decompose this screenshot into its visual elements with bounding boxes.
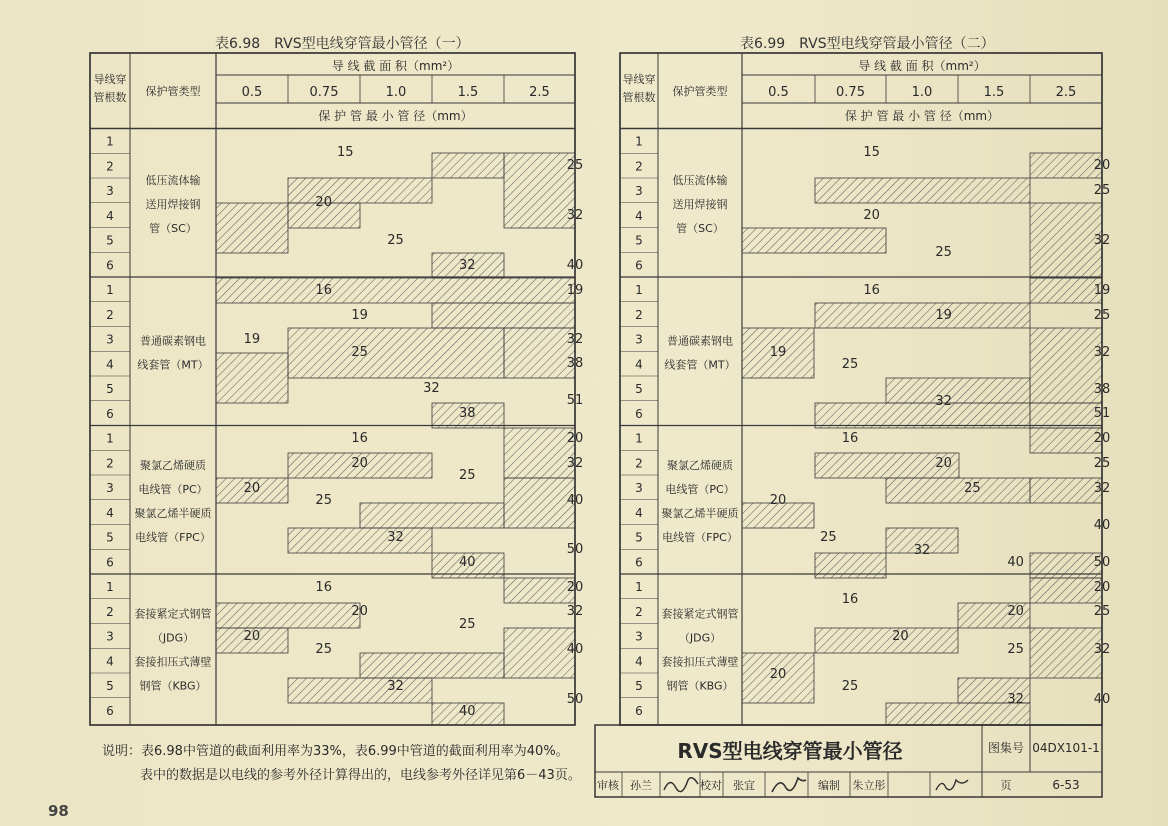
hatched-region [432, 153, 504, 178]
row-count: 6 [635, 258, 643, 273]
header-count: 管根数 [622, 91, 656, 104]
row-count: 3 [106, 629, 114, 644]
pipe-type-label: 套接扣压式薄壁 [661, 655, 739, 669]
page-no: 6-53 [1052, 778, 1080, 792]
row-count: 5 [106, 382, 114, 396]
hatched-region [1030, 278, 1102, 303]
min-diameter-value: 32 [1093, 345, 1111, 360]
pipe-type-label: 送用焊接钢 [145, 197, 201, 211]
hatched-region [216, 353, 288, 403]
hatched-region [504, 628, 575, 678]
draw-name: 朱立彤 [852, 779, 886, 792]
row-count: 2 [635, 604, 643, 619]
pipe-type-label: 线套管（MT） [664, 358, 736, 372]
pipe-type-label: 送用焊接钢 [672, 197, 728, 211]
pipe-type-label: 钢管（KBG） [666, 679, 734, 693]
min-diameter-value: 16 [351, 431, 368, 446]
min-diameter-value: 20 [315, 195, 332, 210]
row-count: 1 [106, 283, 114, 297]
min-diameter-value: 25 [1093, 456, 1111, 471]
min-diameter-value: 32 [459, 258, 476, 273]
hatched-region [504, 328, 575, 378]
signature-mark [772, 778, 806, 792]
row-count: 3 [106, 481, 114, 495]
title-block [595, 725, 1102, 797]
row-count: 1 [106, 134, 114, 149]
min-diameter-value: 20 [863, 208, 880, 223]
min-diameter-value: 32 [566, 208, 584, 223]
min-diameter-value: 32 [935, 394, 952, 409]
hatched-region [216, 203, 288, 253]
row-count: 4 [106, 208, 114, 223]
pipe-type-label: 套接紧定式钢管 [134, 607, 212, 621]
pipe-type-label: 低压流体输 [672, 173, 728, 187]
row-count: 6 [635, 555, 643, 570]
pipe-type-label: 聚氯乙烯硬质 [667, 458, 733, 472]
row-count: 6 [106, 703, 114, 718]
hatched-region [504, 478, 575, 528]
row-count: 2 [106, 159, 114, 174]
size-label: 0.75 [309, 85, 339, 100]
table2-title: 表6.99 RVS型电线穿管最小管径（二） [740, 36, 995, 52]
min-diameter-value: 25 [1093, 183, 1111, 198]
min-diameter-value: 25 [820, 530, 837, 545]
row-count: 6 [106, 555, 114, 570]
row-count: 4 [106, 357, 114, 372]
min-diameter-value: 25 [841, 679, 859, 694]
min-diameter-value: 38 [566, 356, 584, 371]
pipe-type-label: 套接扣压式薄壁 [134, 655, 212, 669]
hatched-region [288, 528, 432, 553]
min-diameter-value: 25 [315, 642, 332, 657]
row-count: 6 [635, 703, 643, 718]
min-diameter-value: 20 [351, 456, 368, 471]
header-type: 保护管类型 [145, 85, 201, 98]
min-diameter-value: 19 [769, 345, 787, 360]
min-diameter-value: 40 [459, 704, 476, 719]
size-label: 1.5 [457, 85, 479, 100]
min-diameter-value: 25 [935, 245, 952, 260]
min-diameter-value: 19 [1093, 283, 1111, 298]
pipe-type-label: 钢管（KBG） [139, 679, 207, 693]
hatched-region [1030, 578, 1102, 603]
hatched-region [504, 578, 575, 603]
hatched-region [288, 178, 432, 203]
min-diameter-value: 20 [892, 629, 909, 644]
min-diameter-value: 38 [459, 406, 476, 421]
row-count: 1 [106, 580, 114, 594]
min-diameter-value: 16 [863, 283, 880, 298]
review-name: 孙兰 [630, 779, 652, 792]
min-diameter-value: 25 [351, 345, 368, 360]
pipe-type-label: 电线管（FPC） [135, 530, 211, 544]
signature-mark [936, 780, 968, 790]
min-diameter-value: 32 [566, 604, 584, 619]
min-diameter-value: 40 [1093, 518, 1111, 533]
min-diameter-value: 40 [459, 555, 476, 570]
row-count: 3 [635, 184, 643, 198]
page-number: 98 [48, 802, 69, 820]
hatched-region [1030, 403, 1102, 428]
pipe-type-label: 聚氯乙烯硬质 [140, 458, 206, 472]
row-count: 2 [106, 307, 114, 322]
row-count: 3 [106, 332, 114, 347]
hatched-region [504, 428, 575, 478]
pipe-type-label: 电线管（PC） [138, 482, 208, 496]
min-diameter-value: 20 [1093, 158, 1111, 173]
min-diameter-value: 20 [243, 629, 261, 644]
pipe-type-label: 套接紧定式钢管 [661, 607, 739, 621]
min-diameter-value: 20 [1093, 431, 1111, 446]
check-name: 张宜 [733, 779, 755, 792]
pipe-type-label: 管（SC） [676, 221, 724, 235]
row-count: 3 [635, 332, 643, 347]
hatched-region [742, 228, 886, 253]
table1-title: 表6.98 RVS型电线穿管最小管径（一） [215, 36, 470, 52]
min-diameter-value: 20 [935, 456, 952, 471]
min-diameter-value: 32 [387, 679, 404, 694]
min-diameter-value: 20 [769, 667, 787, 682]
size-label: 0.5 [241, 85, 263, 100]
row-count: 3 [635, 481, 643, 495]
row-count: 4 [106, 505, 114, 520]
row-count: 2 [106, 604, 114, 619]
size-label: 1.0 [385, 85, 407, 100]
min-diameter-value: 32 [566, 456, 584, 471]
min-diameter-value: 20 [351, 604, 368, 619]
min-diameter-value: 32 [1093, 233, 1111, 248]
min-diameter-value: 38 [1093, 382, 1111, 397]
row-count: 4 [635, 654, 643, 669]
row-count: 3 [106, 184, 114, 198]
min-diameter-value: 40 [566, 493, 584, 508]
pipe-type-label: 普通碳素钢电 [667, 334, 733, 348]
header-type: 保护管类型 [672, 85, 728, 98]
header-area: 导 线 截 面 积（mm²） [331, 59, 460, 73]
size-label: 1.0 [911, 85, 933, 100]
atlas-label: 图集号 [987, 741, 1025, 755]
pipe-type-label: 管（SC） [149, 221, 197, 235]
review-label: 审核 [597, 779, 619, 792]
row-count: 5 [635, 382, 643, 396]
row-count: 1 [635, 134, 643, 149]
pipe-type-label: （JDG） [151, 631, 195, 645]
hatched-region [360, 653, 504, 678]
hatched-region [815, 303, 1030, 328]
row-count: 2 [635, 307, 643, 322]
row-count: 5 [635, 679, 643, 693]
pipe-type-label: 线套管（MT） [137, 358, 209, 372]
signature-mark [664, 778, 698, 792]
row-count: 5 [106, 679, 114, 693]
hatched-region [504, 153, 575, 228]
min-diameter-value: 19 [243, 332, 261, 347]
drawing-title: RVS型电线穿管最小管径 [677, 739, 903, 763]
row-count: 1 [635, 431, 643, 446]
min-diameter-value: 50 [1093, 555, 1111, 570]
note-line-1: 说明：表6.98中管道的截面利用率为33%，表6.99中管道的截面利用率为40%。 [102, 744, 569, 759]
min-diameter-value: 25 [387, 233, 404, 248]
hatched-region [288, 678, 432, 703]
atlas-number: 04DX101-1 [1032, 741, 1100, 755]
min-diameter-value: 40 [566, 642, 584, 657]
row-count: 5 [635, 530, 643, 545]
min-diameter-value: 20 [243, 481, 261, 496]
hatched-region [1030, 153, 1102, 178]
min-diameter-value: 20 [566, 580, 584, 595]
table1 [90, 53, 583, 725]
row-count: 4 [106, 654, 114, 669]
hatched-region [1030, 628, 1102, 678]
table2 [620, 53, 1110, 725]
pipe-type-label: 普通碳素钢电 [140, 334, 206, 348]
check-label: 校对 [700, 779, 722, 792]
hatched-region [360, 503, 504, 528]
hatched-region [815, 178, 1030, 203]
hatched-region [432, 303, 575, 328]
row-count: 6 [635, 406, 643, 421]
hatched-region [216, 278, 575, 303]
min-diameter-value: 20 [566, 431, 584, 446]
min-diameter-value: 16 [315, 580, 332, 595]
row-count: 5 [106, 530, 114, 545]
min-diameter-value: 25 [566, 158, 584, 173]
row-count: 1 [635, 580, 643, 594]
pipe-type-label: 聚氯乙烯半硬质 [661, 506, 739, 520]
min-diameter-value: 25 [315, 493, 332, 508]
page-label: 页 [1000, 779, 1012, 792]
row-count: 4 [635, 208, 643, 223]
min-diameter-value: 20 [1007, 604, 1024, 619]
size-label: 2.5 [529, 85, 550, 100]
draw-label: 编制 [818, 779, 840, 792]
size-label: 0.75 [836, 85, 865, 100]
min-diameter-value: 50 [566, 542, 584, 557]
pipe-type-label: 低压流体输 [145, 173, 201, 187]
min-diameter-value: 19 [566, 283, 584, 298]
hatched-region [1030, 328, 1102, 403]
min-diameter-value: 32 [1007, 692, 1024, 707]
row-count: 5 [635, 233, 643, 248]
header-count: 导线穿 [93, 73, 127, 86]
row-count: 4 [635, 357, 643, 372]
min-diameter-value: 16 [315, 283, 332, 298]
row-count: 2 [635, 456, 643, 471]
min-diameter-value: 25 [964, 481, 981, 496]
min-diameter-value: 32 [913, 543, 931, 558]
row-count: 2 [635, 159, 643, 174]
hatched-region [1030, 478, 1102, 503]
min-diameter-value: 25 [841, 357, 859, 372]
min-diameter-value: 32 [387, 530, 404, 545]
row-count: 6 [106, 406, 114, 421]
size-label: 2.5 [1055, 85, 1077, 100]
min-diameter-value: 40 [566, 258, 584, 273]
min-diameter-value: 20 [1093, 580, 1111, 595]
min-diameter-value: 32 [566, 332, 584, 347]
pipe-type-label: 电线管（PC） [665, 482, 735, 496]
min-diameter-value: 50 [566, 692, 584, 707]
min-diameter-value: 51 [566, 393, 584, 408]
min-diameter-value: 25 [1007, 642, 1024, 657]
pipe-type-label: （JDG） [678, 631, 722, 645]
size-label: 0.5 [768, 85, 789, 100]
hatched-region [886, 378, 1030, 403]
header-diameter: 保 护 管 最 小 管 径（mm） [844, 109, 1000, 123]
note-line-2: 表中的数据是以电线的参考外径计算得出的，电线参考外径详见第6－43页。 [140, 768, 581, 783]
min-diameter-value: 25 [459, 468, 476, 483]
min-diameter-value: 25 [1093, 308, 1111, 323]
row-count: 4 [635, 505, 643, 520]
min-diameter-value: 40 [1093, 692, 1111, 707]
min-diameter-value: 20 [769, 493, 787, 508]
size-label: 1.5 [983, 85, 1005, 100]
hatched-region [1030, 203, 1102, 278]
header-count: 管根数 [93, 91, 127, 104]
row-count: 5 [106, 233, 114, 248]
hatched-region [886, 478, 1030, 503]
hatched-region [815, 403, 1030, 428]
min-diameter-value: 32 [423, 381, 440, 396]
min-diameter-value: 40 [1007, 555, 1024, 570]
header-count: 导线穿 [622, 73, 656, 86]
header-area: 导 线 截 面 积（mm²） [858, 59, 986, 73]
min-diameter-value: 16 [841, 431, 859, 446]
row-count: 6 [106, 258, 114, 273]
min-diameter-value: 19 [935, 308, 952, 323]
hatched-region [1030, 428, 1102, 453]
min-diameter-value: 32 [1093, 642, 1111, 657]
hatched-region [288, 328, 504, 378]
row-count: 2 [106, 456, 114, 471]
min-diameter-value: 16 [841, 592, 859, 607]
row-count: 3 [635, 629, 643, 644]
hatched-region [815, 628, 958, 653]
pipe-type-label: 电线管（FPC） [662, 530, 738, 544]
row-count: 1 [635, 283, 643, 297]
min-diameter-value: 19 [351, 308, 368, 323]
min-diameter-value: 15 [336, 145, 354, 160]
hatched-region [216, 603, 360, 628]
header-diameter: 保 护 管 最 小 管 径（mm） [318, 109, 473, 123]
min-diameter-value: 51 [1093, 406, 1111, 421]
row-count: 1 [106, 431, 114, 446]
min-diameter-value: 25 [459, 617, 476, 632]
min-diameter-value: 15 [863, 145, 880, 160]
min-diameter-value: 25 [1093, 604, 1111, 619]
pipe-type-label: 聚氯乙烯半硬质 [134, 506, 212, 520]
min-diameter-value: 32 [1093, 481, 1111, 496]
